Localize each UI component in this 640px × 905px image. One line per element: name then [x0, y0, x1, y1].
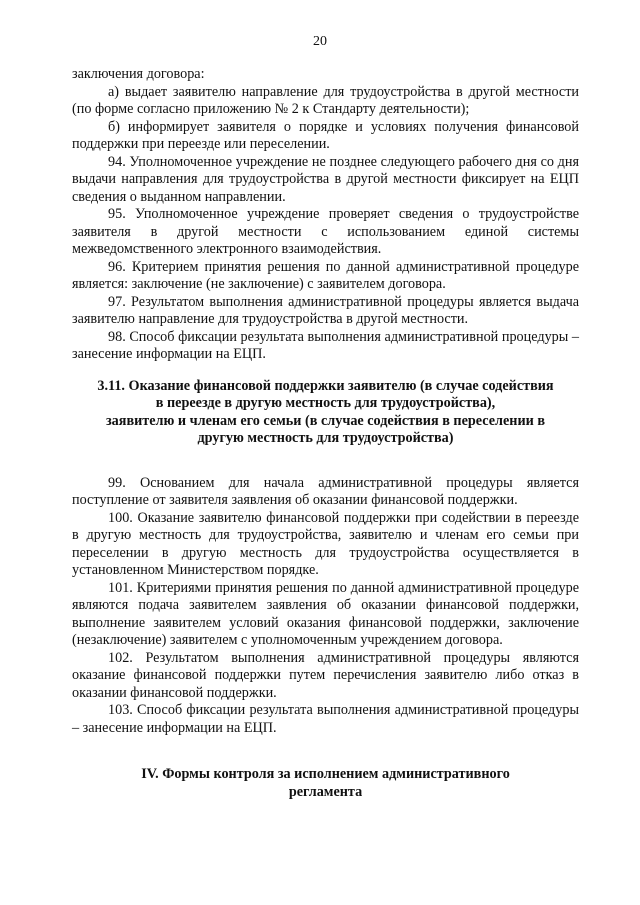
- paragraph-102: 102. Результатом выполнения административной процедуры являются оказание финансовой поддержки путем перечисления заявителю либо отказ в оказании финансовой поддержки.: [72, 649, 579, 701]
- section-heading-line-4: другую местность для трудоустройства): [197, 430, 454, 446]
- section-heading-3-11: [72, 378, 579, 448]
- chapter-heading-line-2: регламента: [288, 783, 363, 800]
- document-body: [72, 66, 579, 801]
- paragraph-97: 97. Результатом выполнения административной процедуры является выдача заявителю направление для трудоустройства в другой местности.: [72, 293, 579, 327]
- paragraph-94: 94. Уполномоченное учреждение не позднее следующего рабочего дня со дня выдачи направления для трудоустройства в другой местности фиксирует на ЕЦП сведения о выданном направлении.: [72, 153, 579, 205]
- paragraph-96: 96. Критерием принятия решения по данной административной процедуре является: заключение (не заключение) с заявителем договора.: [72, 258, 579, 292]
- section-heading-line-1: 3.11. Оказание финансовой поддержки заявителю (в случае содействия: [97, 377, 554, 394]
- section-heading-line-3: заявителю и членам его семьи (в случае содействия в переселении в: [105, 412, 546, 429]
- paragraph-103: 103. Способ фиксации результата выполнения административной процедуры – занесение информации на ЕЦП.: [72, 702, 579, 736]
- paragraph-item-b: б) информирует заявителя о порядке и условиях получения финансовой поддержки при переезде или переселении.: [72, 118, 579, 152]
- chapter-heading-line-1: IV. Формы контроля за исполнением административного: [141, 766, 510, 782]
- chapter-heading-iv: [72, 766, 579, 801]
- paragraph-101: 101. Критериями принятия решения по данной административной процедуре являются подача заявителем заявления об оказании финансовой поддержки, выполнение заявителем условий оказания финансовой поддержки, заключение (незаключение) заявителем с уполномоченным учреждением договора.: [72, 579, 579, 648]
- paragraph-continuation: заключения договора:: [72, 66, 205, 82]
- paragraph-99: 99. Основанием для начала административной процедуры является поступление от заявителя заявления об оказании финансовой поддержки.: [72, 474, 579, 508]
- section-heading-line-2: в переезде в другую местность для трудоустройства),: [155, 395, 496, 411]
- paragraph-100: 100. Оказание заявителю финансовой поддержки при содействии в переезде в другую местность для трудоустройства, заявителю и членам его семьи при переселении в другую местность для трудоустройства осуществляется в установленном Министерством порядке.: [72, 509, 579, 578]
- paragraph-item-a: а) выдает заявителю направление для трудоустройства в другой местности (по форме согласно приложению № 2 к Стандарту деятельности);: [72, 83, 579, 117]
- paragraph-95: 95. Уполномоченное учреждение проверяет сведения о трудоустройстве заявителя в другой местности с использованием единой системы межведомственного электронного взаимодействия.: [72, 206, 579, 257]
- paragraph-98: 98. Способ фиксации результата выполнения административной процедуры – занесение информации на ЕЦП.: [72, 328, 579, 362]
- page-number: 20: [313, 34, 327, 49]
